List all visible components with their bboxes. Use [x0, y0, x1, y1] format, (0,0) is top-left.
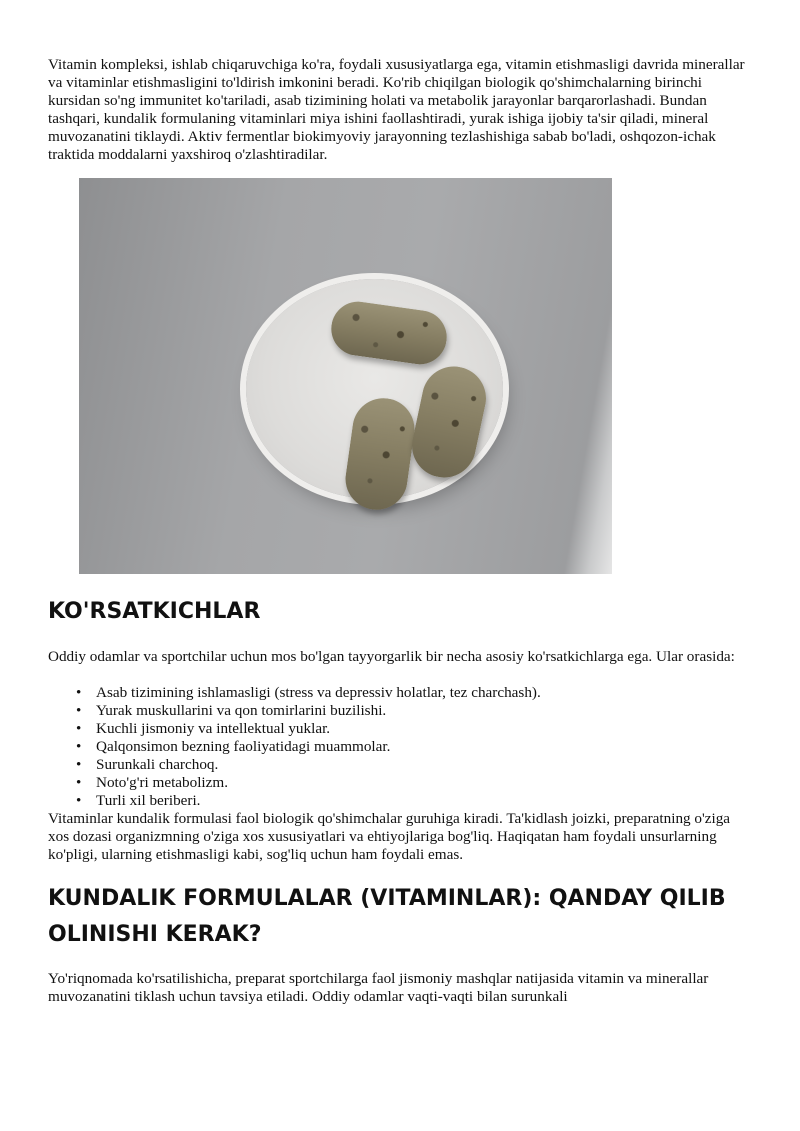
bullet-icon: •: [76, 702, 82, 719]
indicators-heading: KO'RSATKICHLAR: [48, 599, 261, 624]
bullet-icon: •: [76, 684, 82, 701]
bullet-icon: •: [76, 774, 82, 791]
bullet-icon: •: [76, 720, 82, 737]
indicators-list: [48, 684, 752, 810]
article-body: [48, 56, 752, 1006]
list-item-text: Turli xil beriberi.: [96, 792, 201, 809]
list-item-text: Yurak muskullarini va qon tomirlarini buzilishi.: [96, 702, 387, 719]
list-item: [76, 702, 752, 720]
list-item-text: Noto'g'ri metabolizm.: [96, 774, 229, 791]
list-item: [76, 774, 752, 792]
list-item-text: Asab tizimining ishlamasligi (stress va depressiv holatlar, tez charchash).: [96, 684, 541, 701]
bullet-icon: •: [76, 738, 82, 755]
indicators-after-paragraph: Vitaminlar kundalik formulasi faol biologik qo'shimchalar guruhiga kiradi. Ta'kidlash joizki, preparatning o'ziga xos dozasi organizmning o'ziga xos xususiyatlari va ehtiyojlariga bog'liq. Haqiqatan ham foydali unsurlarning ko'pligi, ularning etishmasligi kabi, sog'liq uchun ham foydali emas.: [48, 810, 731, 863]
bullet-icon: •: [76, 792, 82, 809]
list-item: [76, 756, 752, 774]
formulas-paragraph: Yo'riqnomada ko'rsatilishicha, preparat sportchilarga faol jismoniy mashqlar natijasida vitamin va minerallar muvozanatini tiklash uchun tavsiya etiladi. Oddiy odamlar vaqti-vaqti bilan surunkali: [48, 970, 709, 1005]
list-item: [76, 792, 752, 810]
list-item-text: Kuchli jismoniy va intellektual yuklar.: [96, 720, 331, 737]
list-item: [76, 684, 752, 702]
list-item-text: Surunkali charchoq.: [96, 756, 219, 773]
list-item: [76, 738, 752, 756]
list-item-text: Qalqonsimon bezning faoliyatidagi muammolar.: [96, 738, 391, 755]
indicators-lead-paragraph: Oddiy odamlar va sportchilar uchun mos bo'lgan tayyorgarlik bir necha asosiy ko'rsatkichlarga ega. Ular orasida:: [48, 648, 735, 665]
capsules-photo: [79, 178, 612, 574]
formulas-heading: KUNDALIK FORMULALAR (VITAMINLAR): QANDAY QILIB OLINISHI KERAK?: [48, 886, 726, 947]
list-item: [76, 720, 752, 738]
bullet-icon: •: [76, 756, 82, 773]
intro-paragraph: Vitamin kompleksi, ishlab chiqaruvchiga ko'ra, foydali xususiyatlarga ega, vitamin etishmasligi davrida minerallar va vitaminlar etishmasligini to'ldirish imkonini beradi. Ko'rib chiqilgan biologik qo'shimchalarning birinchi kursidan so'ng immunitet ko'tariladi, asab tizimining holati va metabolik jarayonlar barqarorlashadi. Bundan tashqari, kundalik formulaning vitaminlari miya ishini faollashtiradi, yurak ishiga ijobiy ta'sir qiladi, mineral muvozanatini tiklaydi. Aktiv fermentlar biokimyoviy jarayonning tezlashishiga sabab bo'ladi, oshqozon-ichak traktida moddalarni yaxshiroq o'zlashtiradilar.: [48, 56, 745, 163]
